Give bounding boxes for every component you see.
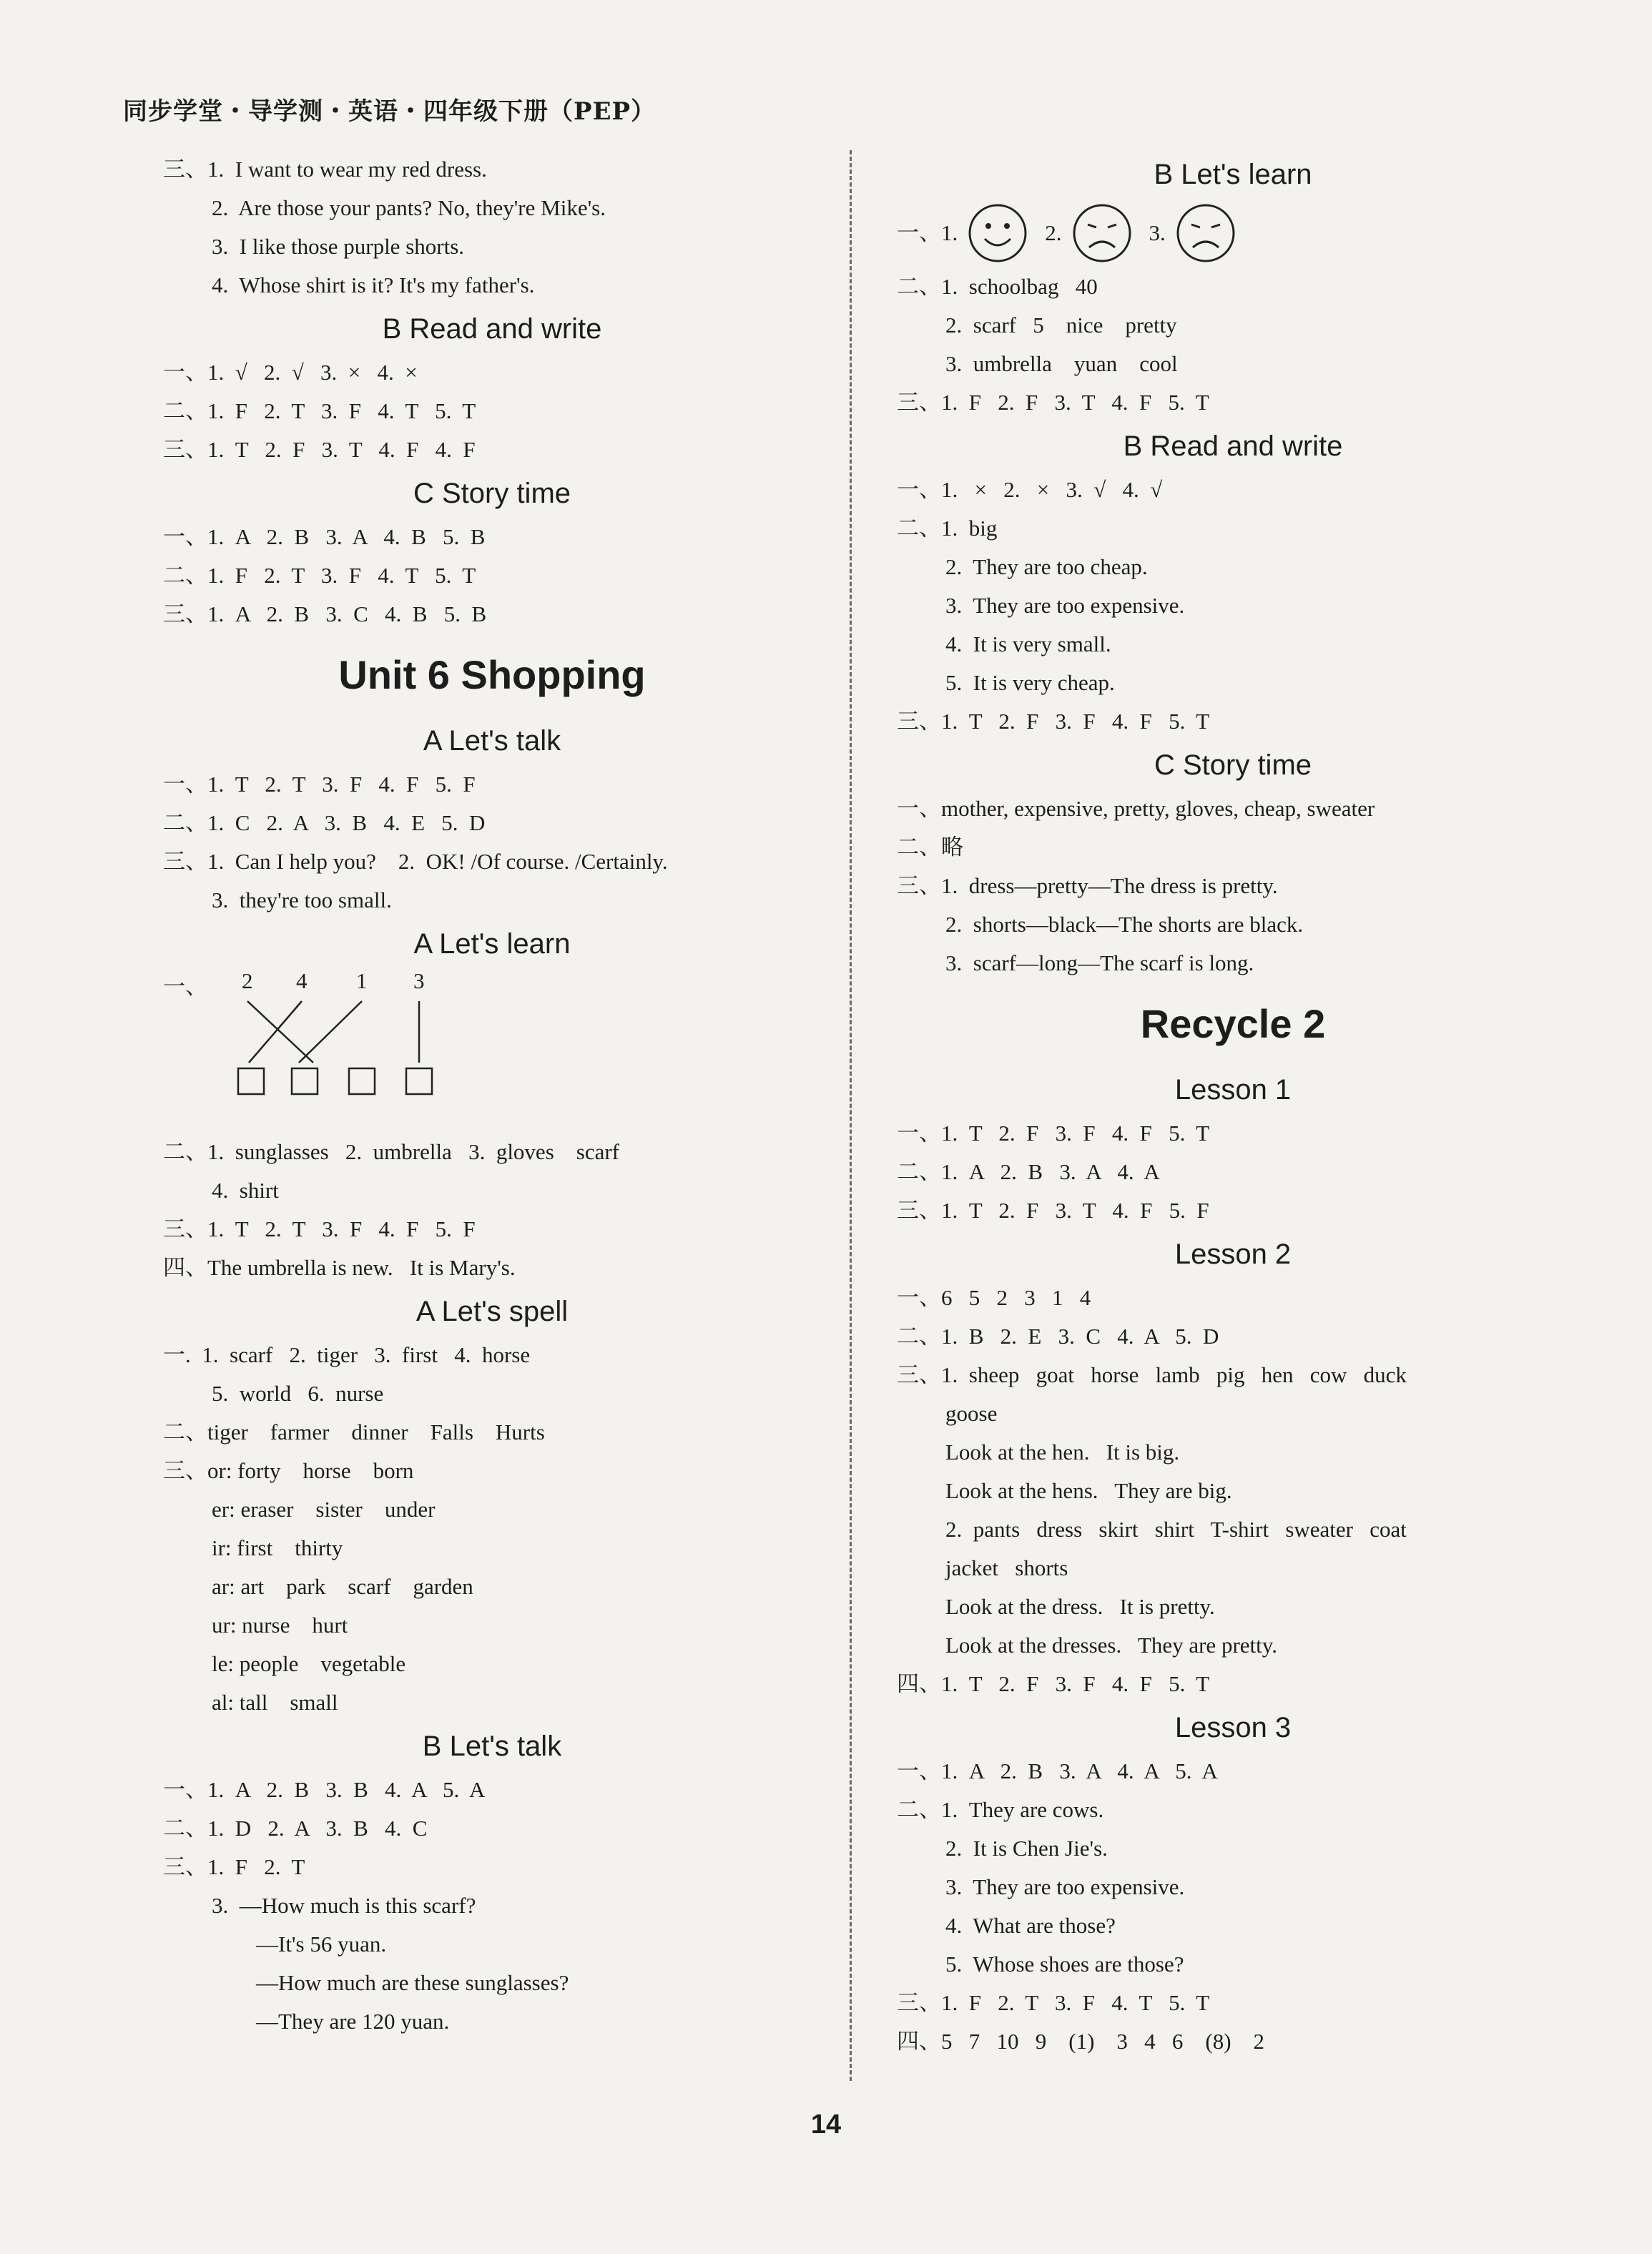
- answer-line: 二、1. schoolbag 40: [897, 274, 1098, 299]
- answer-line: 一、1. A 2. B 3. A 4. A 5. A: [897, 1758, 1218, 1783]
- answer-line: jacket shorts: [945, 1555, 1068, 1580]
- answer-line: 2. They are too cheap.: [945, 554, 1148, 579]
- answer-line: le: people vegetable: [212, 1651, 406, 1676]
- lesson-heading: Lesson 1: [1174, 1074, 1292, 1106]
- section-heading: B Let's talk: [422, 1731, 562, 1762]
- answer-line: —It's 56 yuan.: [256, 1931, 387, 1957]
- answer-line: ar: art park scarf garden: [212, 1574, 473, 1599]
- answer-line: Look at the hen. It is big.: [945, 1439, 1180, 1465]
- answer-line: 二、1. big: [897, 516, 998, 541]
- answer-line: 三、1. T 2. F 3. F 4. F 5. T: [897, 709, 1210, 734]
- section-heading: B Read and write: [1123, 430, 1343, 462]
- answer-line: 三、1. F 2. F 3. T 4. F 5. T: [897, 390, 1209, 415]
- answer-line: 5. Whose shoes are those?: [945, 1952, 1184, 1977]
- match-number: 1: [356, 968, 368, 993]
- match-box: [238, 1068, 264, 1094]
- answer-line: 一、1. √ 2. √ 3. × 4. ×: [163, 360, 418, 385]
- left-column: [163, 150, 821, 2041]
- answer-line: 二、1. A 2. B 3. A 4. A: [897, 1159, 1160, 1184]
- match-label: 一、: [163, 974, 207, 999]
- answer-line: Look at the dresses. They are pretty.: [945, 1633, 1277, 1658]
- answer-line: Look at the hens. They are big.: [945, 1478, 1232, 1503]
- answer-line: 二、1. F 2. T 3. F 4. T 5. T: [163, 398, 476, 423]
- answer-line: —How much are these sunglasses?: [256, 1970, 569, 1995]
- match-number: 4: [296, 968, 308, 993]
- answer-line: 二、1. They are cows.: [897, 1797, 1104, 1822]
- right-column: [897, 150, 1569, 2061]
- section-heading: A Let's learn: [413, 928, 571, 960]
- answer-line: 三、1. F 2. T: [163, 1854, 305, 1879]
- answer-line: 一、6 5 2 3 1 4: [897, 1285, 1091, 1310]
- answer-line: 三、or: forty horse born: [163, 1458, 414, 1483]
- answer-line: 3. umbrella yuan cool: [945, 351, 1178, 376]
- answer-line: —They are 120 yuan.: [256, 2009, 450, 2034]
- answer-line: 四、1. T 2. F 3. F 4. F 5. T: [897, 1671, 1210, 1696]
- answer-line: 5. It is very cheap.: [945, 670, 1115, 695]
- answer-line: 2. It is Chen Jie's.: [945, 1836, 1108, 1861]
- answer-line: 二、1. sunglasses 2. umbrella 3. gloves scarf: [163, 1139, 619, 1164]
- answer-line: 三、1. dress—pretty—The dress is pretty.: [897, 873, 1278, 898]
- answer-line: 4. shirt: [212, 1178, 279, 1203]
- sad-face-icon: [1176, 203, 1236, 263]
- section-heading: B Let's learn: [1154, 159, 1312, 190]
- answer-line: 三、1. Can I help you? 2. OK! /Of course. /Certainly.: [163, 849, 668, 874]
- answer-line: 2. pants dress skirt shirt T-shirt sweater coat: [945, 1517, 1407, 1542]
- answer-line: 二、tiger farmer dinner Falls Hurts: [163, 1419, 545, 1445]
- section-heading: C Story time: [413, 478, 571, 509]
- answer-line: 3. scarf—long—The scarf is long.: [945, 950, 1254, 975]
- answer-line: 二、1. B 2. E 3. C 4. A 5. D: [897, 1324, 1219, 1349]
- answer-line: 2. shorts—black—The shorts are black.: [945, 912, 1304, 937]
- answer-line: goose: [945, 1401, 998, 1426]
- answer-line: Look at the dress. It is pretty.: [945, 1594, 1215, 1619]
- answer-line: 二、1. F 2. T 3. F 4. T 5. T: [163, 563, 476, 588]
- recycle-title: Recycle 2: [1140, 1001, 1326, 1046]
- answer-line: 一、1. × 2. × 3. √ 4. √: [897, 477, 1163, 502]
- faces-row: [897, 199, 1569, 267]
- match-box: [406, 1068, 432, 1094]
- match-lines: [163, 968, 463, 1133]
- answer-line: 一、1. T 2. T 3. F 4. F 5. F: [163, 772, 476, 797]
- section-heading: A Let's spell: [416, 1296, 569, 1327]
- section-heading: B Read and write: [382, 313, 602, 345]
- lesson-heading: Lesson 2: [1174, 1239, 1292, 1270]
- answer-prefix: 3.: [1149, 220, 1166, 245]
- match-line: [299, 1001, 362, 1063]
- match-box: [349, 1068, 375, 1094]
- answer-line: 3. they're too small.: [212, 887, 392, 912]
- answer-line: 3. They are too expensive.: [945, 1874, 1185, 1899]
- answer-prefix: 2.: [1045, 220, 1062, 245]
- answer-line: 3. They are too expensive.: [945, 593, 1185, 618]
- match-box: [292, 1068, 318, 1094]
- answer-line: 二、略: [897, 835, 963, 860]
- answer-line: er: eraser sister under: [212, 1497, 436, 1522]
- answer-line: 一、1. A 2. B 3. B 4. A 5. A: [163, 1777, 486, 1802]
- answer-line: 三、1. T 2. T 3. F 4. F 5. F: [163, 1216, 476, 1241]
- section-heading: A Let's talk: [423, 725, 561, 757]
- answer-line: 4. Whose shirt is it? It's my father's.: [212, 272, 535, 297]
- unit-title: Unit 6 Shopping: [338, 652, 646, 697]
- answer-line: 2. Are those your pants? No, they're Mike's.: [212, 195, 606, 220]
- answer-prefix: 一、1.: [897, 220, 958, 245]
- answer-line: 3. —How much is this scarf?: [212, 1893, 476, 1918]
- answer-line: 3. I like those purple shorts.: [212, 234, 465, 259]
- answer-line: ur: nurse hurt: [212, 1613, 348, 1638]
- answer-line: 一、1. T 2. F 3. F 4. F 5. T: [897, 1121, 1210, 1146]
- answer-line: 三、1. F 2. T 3. F 4. T 5. T: [897, 1990, 1210, 2015]
- section-heading: C Story time: [1154, 749, 1312, 781]
- answer-line: ir: first thirty: [212, 1535, 343, 1560]
- answer-line: 一、1. A 2. B 3. A 4. B 5. B: [163, 524, 486, 549]
- answer-line: 5. world 6. nurse: [212, 1381, 384, 1406]
- answer-line: 4. It is very small.: [945, 631, 1111, 656]
- answer-line: 2. scarf 5 nice pretty: [945, 312, 1177, 338]
- answer-line: 四、5 7 10 9 (1) 3 4 6 (8) 2: [897, 2029, 1265, 2054]
- answer-line: al: tall small: [212, 1690, 338, 1715]
- answer-line: 三、1. I want to wear my red dress.: [163, 157, 487, 182]
- answer-line: 三、1. T 2. F 3. T 4. F 5. F: [897, 1198, 1209, 1223]
- answer-line: 四、The umbrella is new. It is Mary's.: [163, 1255, 516, 1280]
- matching-diagram: [163, 968, 821, 1133]
- answer-line: 一. 1. scarf 2. tiger 3. first 4. horse: [163, 1342, 531, 1367]
- happy-face-icon: [968, 203, 1028, 263]
- answer-line: 4. What are those?: [945, 1913, 1116, 1938]
- lesson-heading: Lesson 3: [1174, 1712, 1292, 1743]
- answer-line: 二、1. C 2. A 3. B 4. E 5. D: [163, 810, 486, 835]
- answer-line: 一、mother, expensive, pretty, gloves, cheap, sweater: [897, 796, 1375, 821]
- column-divider: [850, 150, 852, 2081]
- answer-line: 二、1. D 2. A 3. B 4. C: [163, 1816, 428, 1841]
- answer-line: 三、1. sheep goat horse lamb pig hen cow duck: [897, 1362, 1407, 1387]
- match-number: 2: [242, 968, 253, 993]
- book-header: 同步学堂・导学测・英语・四年级下册（PEP）: [123, 97, 657, 126]
- answer-line: 三、1. T 2. F 3. T 4. F 4. F: [163, 437, 476, 462]
- answer-line: 三、1. A 2. B 3. C 4. B 5. B: [163, 601, 487, 626]
- page-number: 14: [810, 2110, 842, 2140]
- match-number: 3: [413, 968, 425, 993]
- sad-face-icon: [1072, 203, 1132, 263]
